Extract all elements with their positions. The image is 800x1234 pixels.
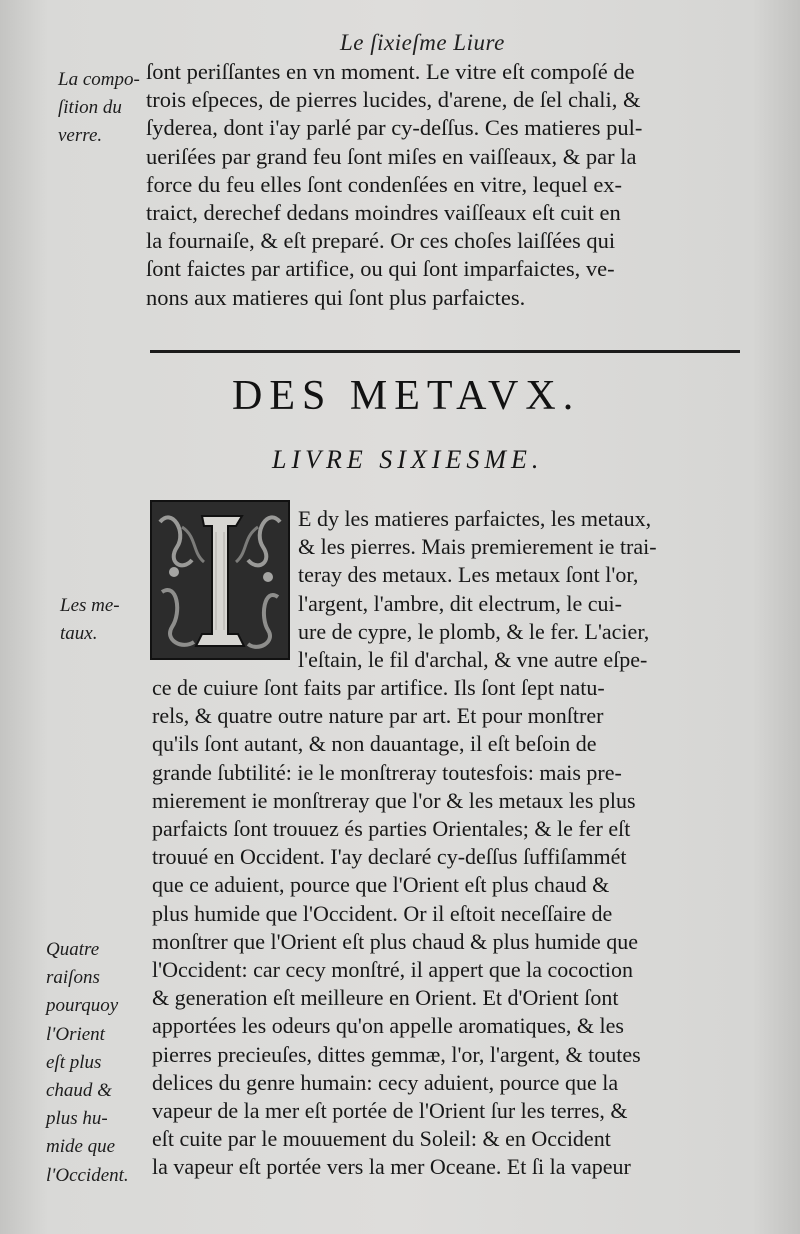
margin-note-line: pourquoy	[46, 995, 119, 1017]
text-line: teray des metaux. Les metaux ſont l'or,	[298, 562, 639, 588]
text-line: & les pierres. Mais premierement ie trai-	[298, 534, 657, 560]
text-line: la vapeur eſt portée vers la mer Oceane. Et ſi la vapeur	[152, 1154, 631, 1180]
margin-note-line: raiſons	[46, 967, 100, 989]
running-head: Le ſixieſme Liure	[340, 30, 505, 55]
text-line: qu'ils ſont autant, & non dauantage, il eſt beſoin de	[152, 731, 597, 757]
margin-note-line: Quatre	[46, 939, 100, 960]
section-subtitle: LIVRE SIXIESME.	[272, 445, 544, 474]
text-line: plus humide que l'Occident. Or il eſtoit neceſſaire de	[152, 900, 613, 926]
indented-paragraph	[298, 505, 657, 674]
section-divider	[150, 350, 740, 353]
text-line: grande ſubtilité: ie le monſtreray toutesfois: mais pre-	[152, 759, 622, 785]
text-line: force du feu elles ſont condenſées en vitre, lequel ex-	[146, 171, 623, 197]
text-line: trouué en Occident. I'ay declaré cy-deſſus ſuffiſammét	[152, 844, 627, 870]
margin-note-line: Les me-	[60, 595, 120, 616]
text-line: que ce aduient, pource que l'Orient eſt plus chaud &	[152, 872, 610, 898]
margin-note-line: l'Orient	[46, 1023, 105, 1045]
text-line: vapeur de la mer eſt portée de l'Orient ſur les terres, &	[152, 1098, 628, 1124]
section-title: DES METAVX.	[232, 373, 581, 419]
text-line: E dy les matieres parfaictes, les metaux,	[298, 506, 652, 531]
text-line: l'eſtain, le fil d'archal, & vne autre eſpe-	[298, 647, 648, 673]
margin-note-line: verre.	[58, 125, 103, 147]
ornament-initial-icon	[152, 502, 288, 658]
margin-note-line: ſition du	[58, 97, 122, 119]
text-line: nons aux matieres qui ſont plus parfaictes.	[146, 284, 526, 310]
text-line: delices du genre humain: cecy aduient, pource que la	[152, 1069, 619, 1095]
text-line: monſtrer que l'Orient eſt plus chaud & plus humide que	[152, 928, 639, 954]
margin-note-line: plus hu-	[46, 1108, 108, 1130]
text-line: parfaicts ſont trouuez és parties Orientales; & le fer eſt	[152, 816, 631, 842]
text-line: pierres precieuſes, dittes gemmæ, l'or, l'argent, & toutes	[152, 1041, 641, 1067]
text-line: ſont periſſantes en vn moment. Le vitre eſt compoſé de	[146, 59, 635, 84]
text-line: & generation eſt meilleure en Orient. Et d'Orient ſont	[152, 985, 619, 1011]
margin-note-line: chaud &	[46, 1080, 112, 1102]
text-line: traict, derechef dedans moindres vaiſſeaux eſt cuit en	[146, 200, 621, 226]
margin-note-line: l'Occident.	[46, 1164, 129, 1186]
text-line: apportées les odeurs qu'on appelle aromatiques, & les	[152, 1013, 624, 1039]
margin-note-orient	[46, 936, 129, 1190]
text-line: l'Occident: car cecy monſtré, il appert que la cocoction	[152, 957, 634, 983]
text-line: ſyderea, dont i'ay parlé par cy-deſſus. Ces matieres pul-	[146, 115, 643, 141]
text-line: mierement ie monſtreray que l'or & les metaux les plus	[152, 787, 636, 813]
text-line: l'argent, l'ambre, dit electrum, le cui-	[298, 590, 622, 616]
main-paragraph	[152, 674, 641, 1182]
text-line: trois eſpeces, de pierres lucides, d'arene, de ſel chali, &	[146, 87, 641, 113]
text-line: ſont faictes par artifice, ou qui ſont imparfaictes, ve-	[146, 256, 615, 282]
text-line: ueriſées par grand feu ſont miſes en vaiſſeaux, & par la	[146, 143, 637, 169]
margin-note-metals	[60, 592, 120, 648]
top-paragraph	[146, 58, 642, 312]
margin-note-line: taux.	[60, 623, 98, 645]
text-line: ure de cypre, le plomb, & le fer. L'acier,	[298, 618, 650, 644]
text-line: la fournaiſe, & eſt preparé. Or ces choſes laiſſées qui	[146, 228, 616, 254]
text-line: rels, & quatre outre nature par art. Et pour monſtrer	[152, 703, 604, 729]
margin-note-line: La compo-	[58, 69, 140, 90]
margin-note-composition	[58, 66, 140, 151]
margin-note-line: eſt plus	[46, 1051, 102, 1073]
text-line: eſt cuite par le mouuement du Soleil: & en Occident	[152, 1126, 611, 1152]
margin-note-line: mide que	[46, 1136, 116, 1158]
decorated-initial	[150, 500, 290, 660]
text-line: ce de cuiure ſont faits par artifice. Ils ſont ſept natu-	[152, 675, 605, 700]
